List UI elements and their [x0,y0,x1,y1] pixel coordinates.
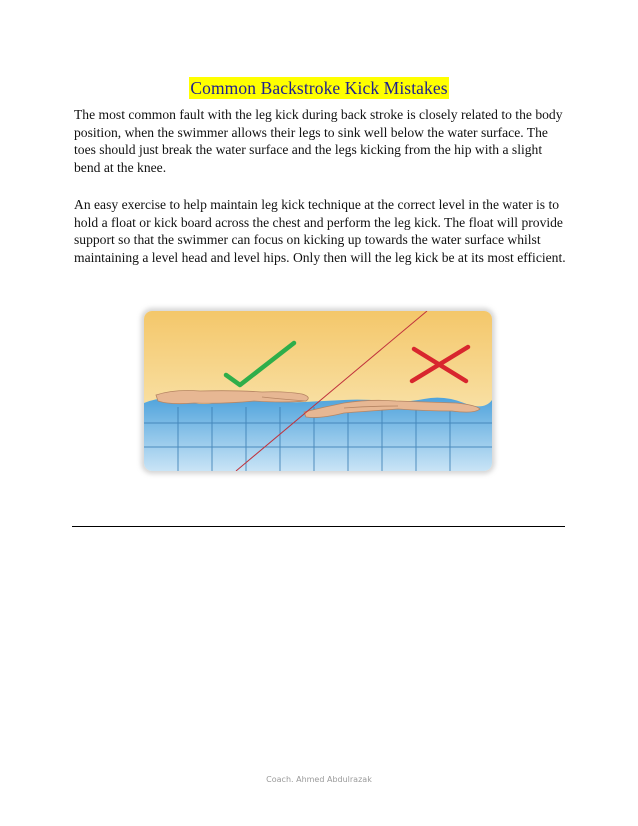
paragraph-kick-board-exercise: An easy exercise to help maintain leg kick technique at the correct level in the water is to hold a float or kick board across the chest and perform the leg kick. The float will provide support so that the swimmer can focus on kicking up towards the water surface whilst maintaining a level head and level hips. Only then will the leg kick be at its most efficient. [74,197,566,265]
swimmer-correct [156,391,308,404]
footer-author: Coach. Ahmed Abdulrazak [266,775,372,784]
page-title: Common Backstroke Kick Mistakes [190,78,448,98]
backstroke-illustration [144,311,492,471]
title-container [0,77,638,99]
paragraph-body-position: The most common fault with the leg kick during back stroke is closely related to the body position, when the swimmer allows their legs to sink well below the water surface. The toes should just break the water surface and the legs kicking from the hip with a slight bend at the knee. [74,107,563,175]
horizontal-rule [72,526,565,527]
